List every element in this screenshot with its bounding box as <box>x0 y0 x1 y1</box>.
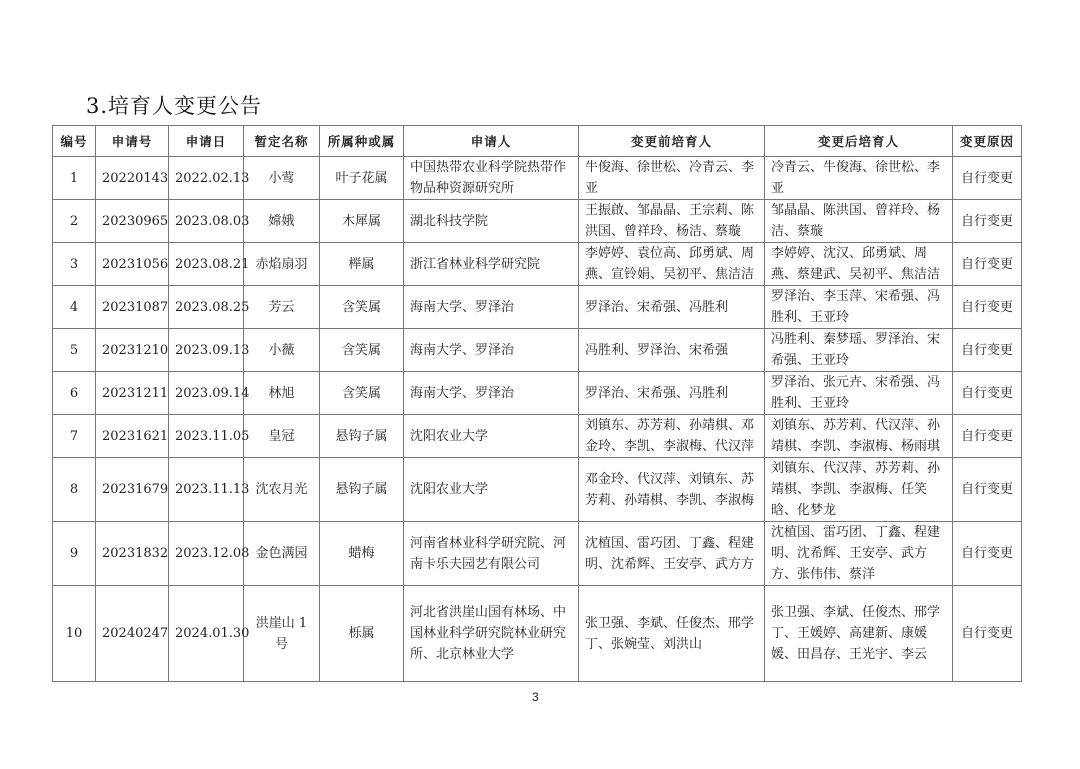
cell-col-number: 9 <box>53 522 96 586</box>
cell-col-reason: 自行变更 <box>953 157 1022 200</box>
cell-col-application-date: 2024.01.30 <box>169 586 244 682</box>
cell-col-applicant: 湖北科技学院 <box>404 200 579 243</box>
table-row <box>53 458 1022 522</box>
cell-col-reason: 自行变更 <box>953 372 1022 415</box>
cell-col-applicant: 浙江省林业科学研究院 <box>404 243 579 286</box>
cell-col-application-no: 20230965 <box>96 200 169 243</box>
cell-col-number: 7 <box>53 415 96 458</box>
cell-col-reason: 自行变更 <box>953 586 1022 682</box>
cell-col-breeders-before: 牛俊海、徐世松、冷青云、李亚 <box>579 157 765 200</box>
cell-col-breeders-before: 邓金玲、代汉萍、刘镇东、苏芳莉、孙靖棋、李凯、李淑梅 <box>579 458 765 522</box>
table-row <box>53 157 1022 200</box>
cell-col-reason: 自行变更 <box>953 522 1022 586</box>
table-row <box>53 329 1022 372</box>
page-number: 3 <box>532 690 539 704</box>
cell-col-application-no: 20231832 <box>96 522 169 586</box>
cell-col-application-no: 20231210 <box>96 329 169 372</box>
cell-col-genus: 叶子花属 <box>320 157 404 200</box>
cell-col-name: 金色满园 <box>244 522 320 586</box>
cell-col-application-date: 2023.08.25 <box>169 286 244 329</box>
cell-col-reason: 自行变更 <box>953 415 1022 458</box>
cell-col-breeders-before: 沈植国、雷巧团、丁鑫、程建明、沈希辉、王安亭、武方方 <box>579 522 765 586</box>
cell-col-number: 8 <box>53 458 96 522</box>
cell-col-application-no: 20240247 <box>96 586 169 682</box>
cell-col-breeders-before: 王振啟、邹晶晶、王宗莉、陈洪国、曾祥玲、杨洁、蔡璇 <box>579 200 765 243</box>
cell-col-name: 赤焰扇羽 <box>244 243 320 286</box>
cell-col-genus: 含笑属 <box>320 329 404 372</box>
cell-col-application-no: 20231211 <box>96 372 169 415</box>
cell-col-applicant: 河南省林业科学研究院、河南卡乐夫园艺有限公司 <box>404 522 579 586</box>
cell-col-breeders-before: 冯胜利、罗泽治、宋希强 <box>579 329 765 372</box>
table-row <box>53 200 1022 243</box>
cell-col-breeders-after: 罗泽治、张元卉、宋希强、冯胜利、王亚玲 <box>765 372 953 415</box>
cell-col-name: 皇冠 <box>244 415 320 458</box>
cell-col-applicant: 沈阳农业大学 <box>404 415 579 458</box>
header-col-reason: 变更原因 <box>953 126 1022 157</box>
cell-col-applicant: 沈阳农业大学 <box>404 458 579 522</box>
table-row <box>53 243 1022 286</box>
cell-col-breeders-before: 罗泽治、宋希强、冯胜利 <box>579 372 765 415</box>
cell-col-breeders-after: 冯胜利、秦梦瑶、罗泽治、宋希强、王亚玲 <box>765 329 953 372</box>
cell-col-application-date: 2023.12.08 <box>169 522 244 586</box>
table-row <box>53 415 1022 458</box>
cell-col-genus: 悬钩子属 <box>320 458 404 522</box>
header-col-application-date: 申请日 <box>169 126 244 157</box>
cell-col-application-date: 2023.08.21 <box>169 243 244 286</box>
cell-col-application-no: 20231679 <box>96 458 169 522</box>
cell-col-genus: 木犀属 <box>320 200 404 243</box>
cell-col-application-date: 2023.09.14 <box>169 372 244 415</box>
cell-col-breeders-after: 沈植国、雷巧团、丁鑫、程建明、沈希辉、王安亭、武方方、张伟伟、蔡洋 <box>765 522 953 586</box>
cell-col-applicant: 海南大学、罗泽治 <box>404 286 579 329</box>
cell-col-application-no: 20220143 <box>96 157 169 200</box>
cell-col-breeders-after: 张卫强、李斌、任俊杰、邢学丁、王媛婷、高建新、康媛媛、田昌存、王光宇、李云 <box>765 586 953 682</box>
cell-col-breeders-after: 罗泽治、李玉萍、宋希强、冯胜利、王亚玲 <box>765 286 953 329</box>
cell-col-application-date: 2022.02.13 <box>169 157 244 200</box>
header-col-number: 编号 <box>53 126 96 157</box>
cell-col-application-no: 20231621 <box>96 415 169 458</box>
cell-col-reason: 自行变更 <box>953 200 1022 243</box>
header-col-application-no: 申请号 <box>96 126 169 157</box>
cell-col-number: 2 <box>53 200 96 243</box>
cell-col-reason: 自行变更 <box>953 458 1022 522</box>
cell-col-application-date: 2023.08.03 <box>169 200 244 243</box>
cell-col-applicant: 海南大学、罗泽治 <box>404 372 579 415</box>
cell-col-applicant: 海南大学、罗泽治 <box>404 329 579 372</box>
cell-col-name: 洪崖山 1 号 <box>244 586 320 682</box>
cell-col-breeders-after: 邹晶晶、陈洪国、曾祥玲、杨洁、蔡璇 <box>765 200 953 243</box>
cell-col-breeders-before: 张卫强、李斌、任俊杰、邢学丁、张婉莹、刘洪山 <box>579 586 765 682</box>
cell-col-applicant: 中国热带农业科学院热带作物品种资源研究所 <box>404 157 579 200</box>
table-header-row <box>53 126 1022 157</box>
cell-col-genus: 含笑属 <box>320 372 404 415</box>
cell-col-application-date: 2023.09.13 <box>169 329 244 372</box>
cell-col-application-no: 20231087 <box>96 286 169 329</box>
breeder-change-table <box>52 125 1022 682</box>
cell-col-genus: 含笑属 <box>320 286 404 329</box>
cell-col-breeders-before: 罗泽治、宋希强、冯胜利 <box>579 286 765 329</box>
cell-col-application-date: 2023.11.13 <box>169 458 244 522</box>
cell-col-genus: 悬钩子属 <box>320 415 404 458</box>
cell-col-breeders-before: 李婷婷、袁位高、邱勇斌、周燕、宣铃娟、吴初平、焦洁洁 <box>579 243 765 286</box>
header-col-breeders-before: 变更前培育人 <box>579 126 765 157</box>
cell-col-number: 1 <box>53 157 96 200</box>
table-row <box>53 522 1022 586</box>
cell-col-application-date: 2023.11.05 <box>169 415 244 458</box>
header-col-breeders-after: 变更后培育人 <box>765 126 953 157</box>
cell-col-name: 沈农月光 <box>244 458 320 522</box>
header-col-applicant: 申请人 <box>404 126 579 157</box>
cell-col-breeders-before: 刘镇东、苏芳莉、孙靖棋、邓金玲、李凯、李淑梅、代汉萍 <box>579 415 765 458</box>
cell-col-breeders-after: 冷青云、牛俊海、徐世松、李亚 <box>765 157 953 200</box>
cell-col-name: 小薇 <box>244 329 320 372</box>
cell-col-number: 10 <box>53 586 96 682</box>
header-col-name: 暂定名称 <box>244 126 320 157</box>
cell-col-name: 小莺 <box>244 157 320 200</box>
cell-col-applicant: 河北省洪崖山国有林场、中国林业科学研究院林业研究所、北京林业大学 <box>404 586 579 682</box>
cell-col-application-no: 20231056 <box>96 243 169 286</box>
cell-col-reason: 自行变更 <box>953 286 1022 329</box>
table-row <box>53 372 1022 415</box>
cell-col-genus: 栎属 <box>320 586 404 682</box>
cell-col-name: 嫦娥 <box>244 200 320 243</box>
cell-col-reason: 自行变更 <box>953 329 1022 372</box>
cell-col-genus: 榉属 <box>320 243 404 286</box>
cell-col-number: 3 <box>53 243 96 286</box>
cell-col-reason: 自行变更 <box>953 243 1022 286</box>
header-col-genus: 所属种或属 <box>320 126 404 157</box>
cell-col-breeders-after: 刘镇东、代汉萍、苏芳莉、孙靖棋、李凯、李淑梅、任笑晗、化梦龙 <box>765 458 953 522</box>
section-title: 3.培育人变更公告 <box>86 94 263 118</box>
table-row <box>53 586 1022 682</box>
cell-col-number: 5 <box>53 329 96 372</box>
cell-col-breeders-after: 刘镇东、苏芳莉、代汉萍、孙靖棋、李凯、李淑梅、杨雨琪 <box>765 415 953 458</box>
table-row <box>53 286 1022 329</box>
cell-col-number: 6 <box>53 372 96 415</box>
cell-col-breeders-after: 李婷婷、沈汉、邱勇斌、周燕、蔡建武、吴初平、焦洁洁 <box>765 243 953 286</box>
cell-col-genus: 蜡梅 <box>320 522 404 586</box>
cell-col-number: 4 <box>53 286 96 329</box>
cell-col-name: 芳云 <box>244 286 320 329</box>
cell-col-name: 林旭 <box>244 372 320 415</box>
